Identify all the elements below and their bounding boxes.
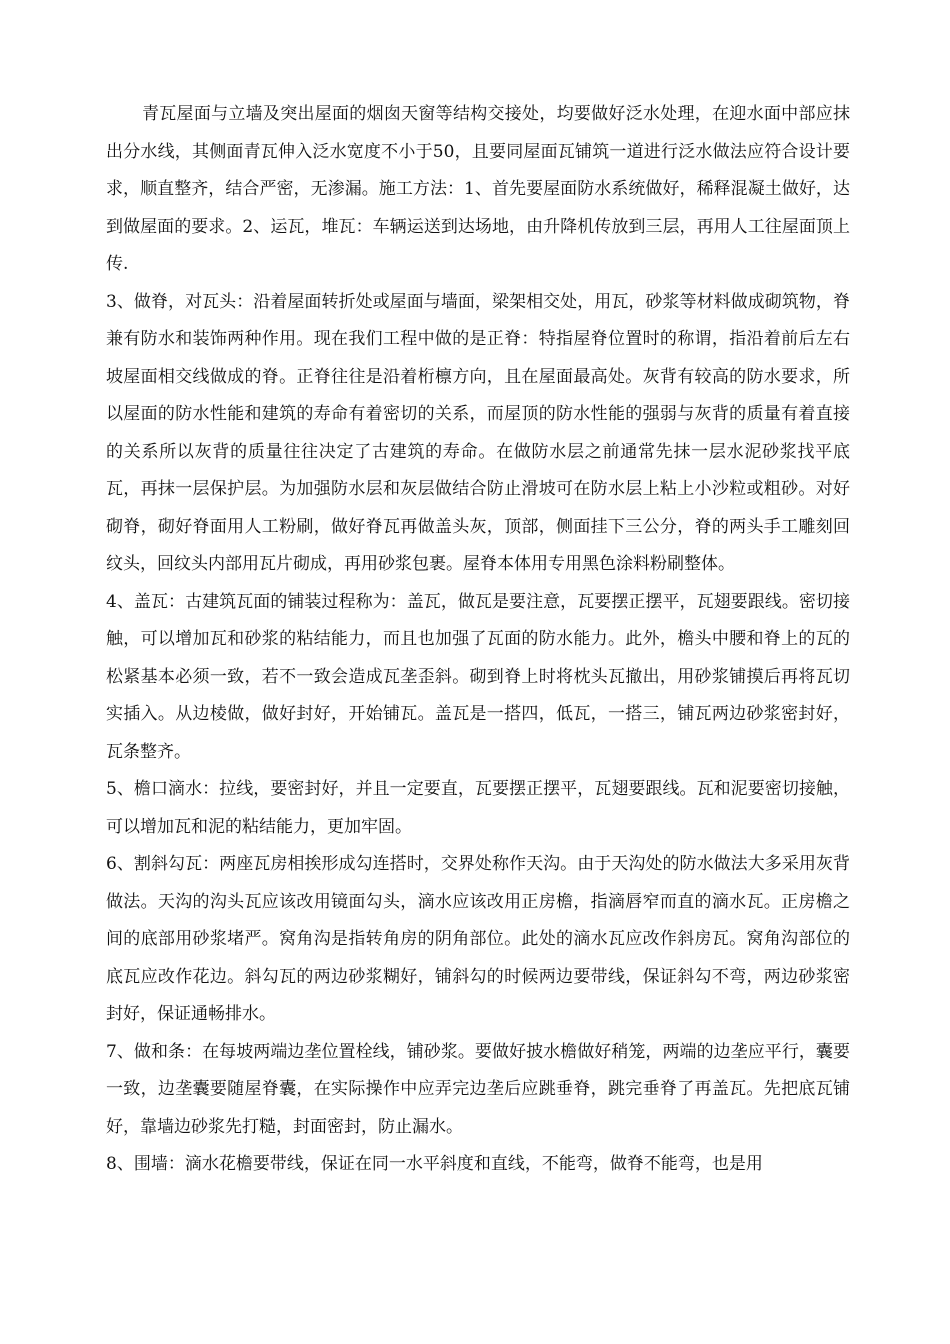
paragraph-step-5: 5、檐口滴水：拉线，要密封好，并且一定要直，瓦要摆正摆平，瓦翅要跟线。瓦和泥要密切接触，可以增加瓦和泥的粘结能力，更加牢固。: [106, 779, 850, 837]
paragraph-step-4: 4、盖瓦：古建筑瓦面的铺装过程称为：盖瓦，做瓦是要注意，瓦要摆正摆平，瓦翅要跟线。密切接触，可以增加瓦和砂浆的粘结能力，而且也加强了瓦面的防水能力。此外，檐头中腰和脊上的瓦的松紧基本必须一致，若不一致会造成瓦垄歪斜。砌到脊上时将枕头瓦撤出，用砂浆铺摸后再将瓦切实插入。从边棱做，做好封好，开始铺瓦。盖瓦是一搭四，低瓦，一搭三，铺瓦两边砂浆密封好，瓦条整齐。: [106, 591, 850, 762]
paragraph-intro: 青瓦屋面与立墙及突出屋面的烟囱天窗等结构交接处，均要做好泛水处理，在迎水面中部应抹出分水线，其侧面青瓦伸入泛水宽度不小于50，且要同屋面瓦铺筑一道进行泛水做法应符合设计要求，顺直整齐，结合严密，无渗漏。施工方法：1、首先要屋面防水系统做好，稀释混凝土做好，达到做屋面的要求。2、运瓦，堆瓦：车辆运送到达场地，由升降机传放到三层，再用人工往屋面顶上传.: [106, 104, 850, 274]
paragraph-step-3: 3、做脊，对瓦头：沿着屋面转折处或屋面与墙面，梁架相交处，用瓦，砂浆等材料做成砌筑物，脊兼有防水和装饰两种作用。现在我们工程中做的是正脊：特指屋脊位置时的称谓，指沿着前后左右坡屋面相交线做成的脊。正脊往往是沿着桁檩方向，且在屋面最高处。灰背有较高的防水要求，所以屋面的防水性能和建筑的寿命有着密切的关系，而屋顶的防水性能的强弱与灰背的质量有着直接的关系所以灰背的质量往往决定了古建筑的寿命。在做防水层之前通常先抹一层水泥砂浆找平底瓦，再抹一层保护层。为加强防水层和灰层做结合防止滑坡可在防水层上粘上小沙粒或粗砂。对好砌脊，砌好脊面用人工粉刷，做好脊瓦再做盖头灰，顶部，侧面挂下三公分，脊的两头手工雕刻回纹头，回纹头内部用瓦片砌成，再用砂浆包裹。屋脊本体用专用黑色涂料粉刷整体。: [106, 291, 850, 574]
paragraph-step-7: 7、做和条：在每坡两端边垄位置栓线，铺砂浆。要做好披水檐做好稍笼，两端的边垄应平行，囊要一致，边垄囊要随屋脊囊，在实际操作中应弄完边垄后应跳垂脊，跳完垂脊了再盖瓦。先把底瓦铺好，靠墙边砂浆先打糙，封面密封，防止漏水。: [106, 1041, 850, 1137]
paragraph-step-8: 8、围墙：滴水花檐要带线，保证在同一水平斜度和直线，不能弯，做脊不能弯，也是用: [106, 1154, 763, 1174]
paragraph-step-6: 6、割斜勾瓦：两座瓦房相挨形成勾连搭时，交界处称作天沟。由于天沟处的防水做法大多采用灰背做法。天沟的沟头瓦应该改用镜面勾头，滴水应该改用正房檐，指滴唇窄而直的滴水瓦。正房檐之间的底部用砂浆堵严。窝角沟是指转角房的阴角部位。此处的滴水瓦应改作斜房瓦。窝角沟部位的底瓦应改作花边。斜勾瓦的两边砂浆糊好，铺斜勾的时候两边要带线，保证斜勾不弯，两边砂浆密封好，保证通畅排水。: [106, 854, 850, 1024]
document-body: [106, 96, 850, 1184]
